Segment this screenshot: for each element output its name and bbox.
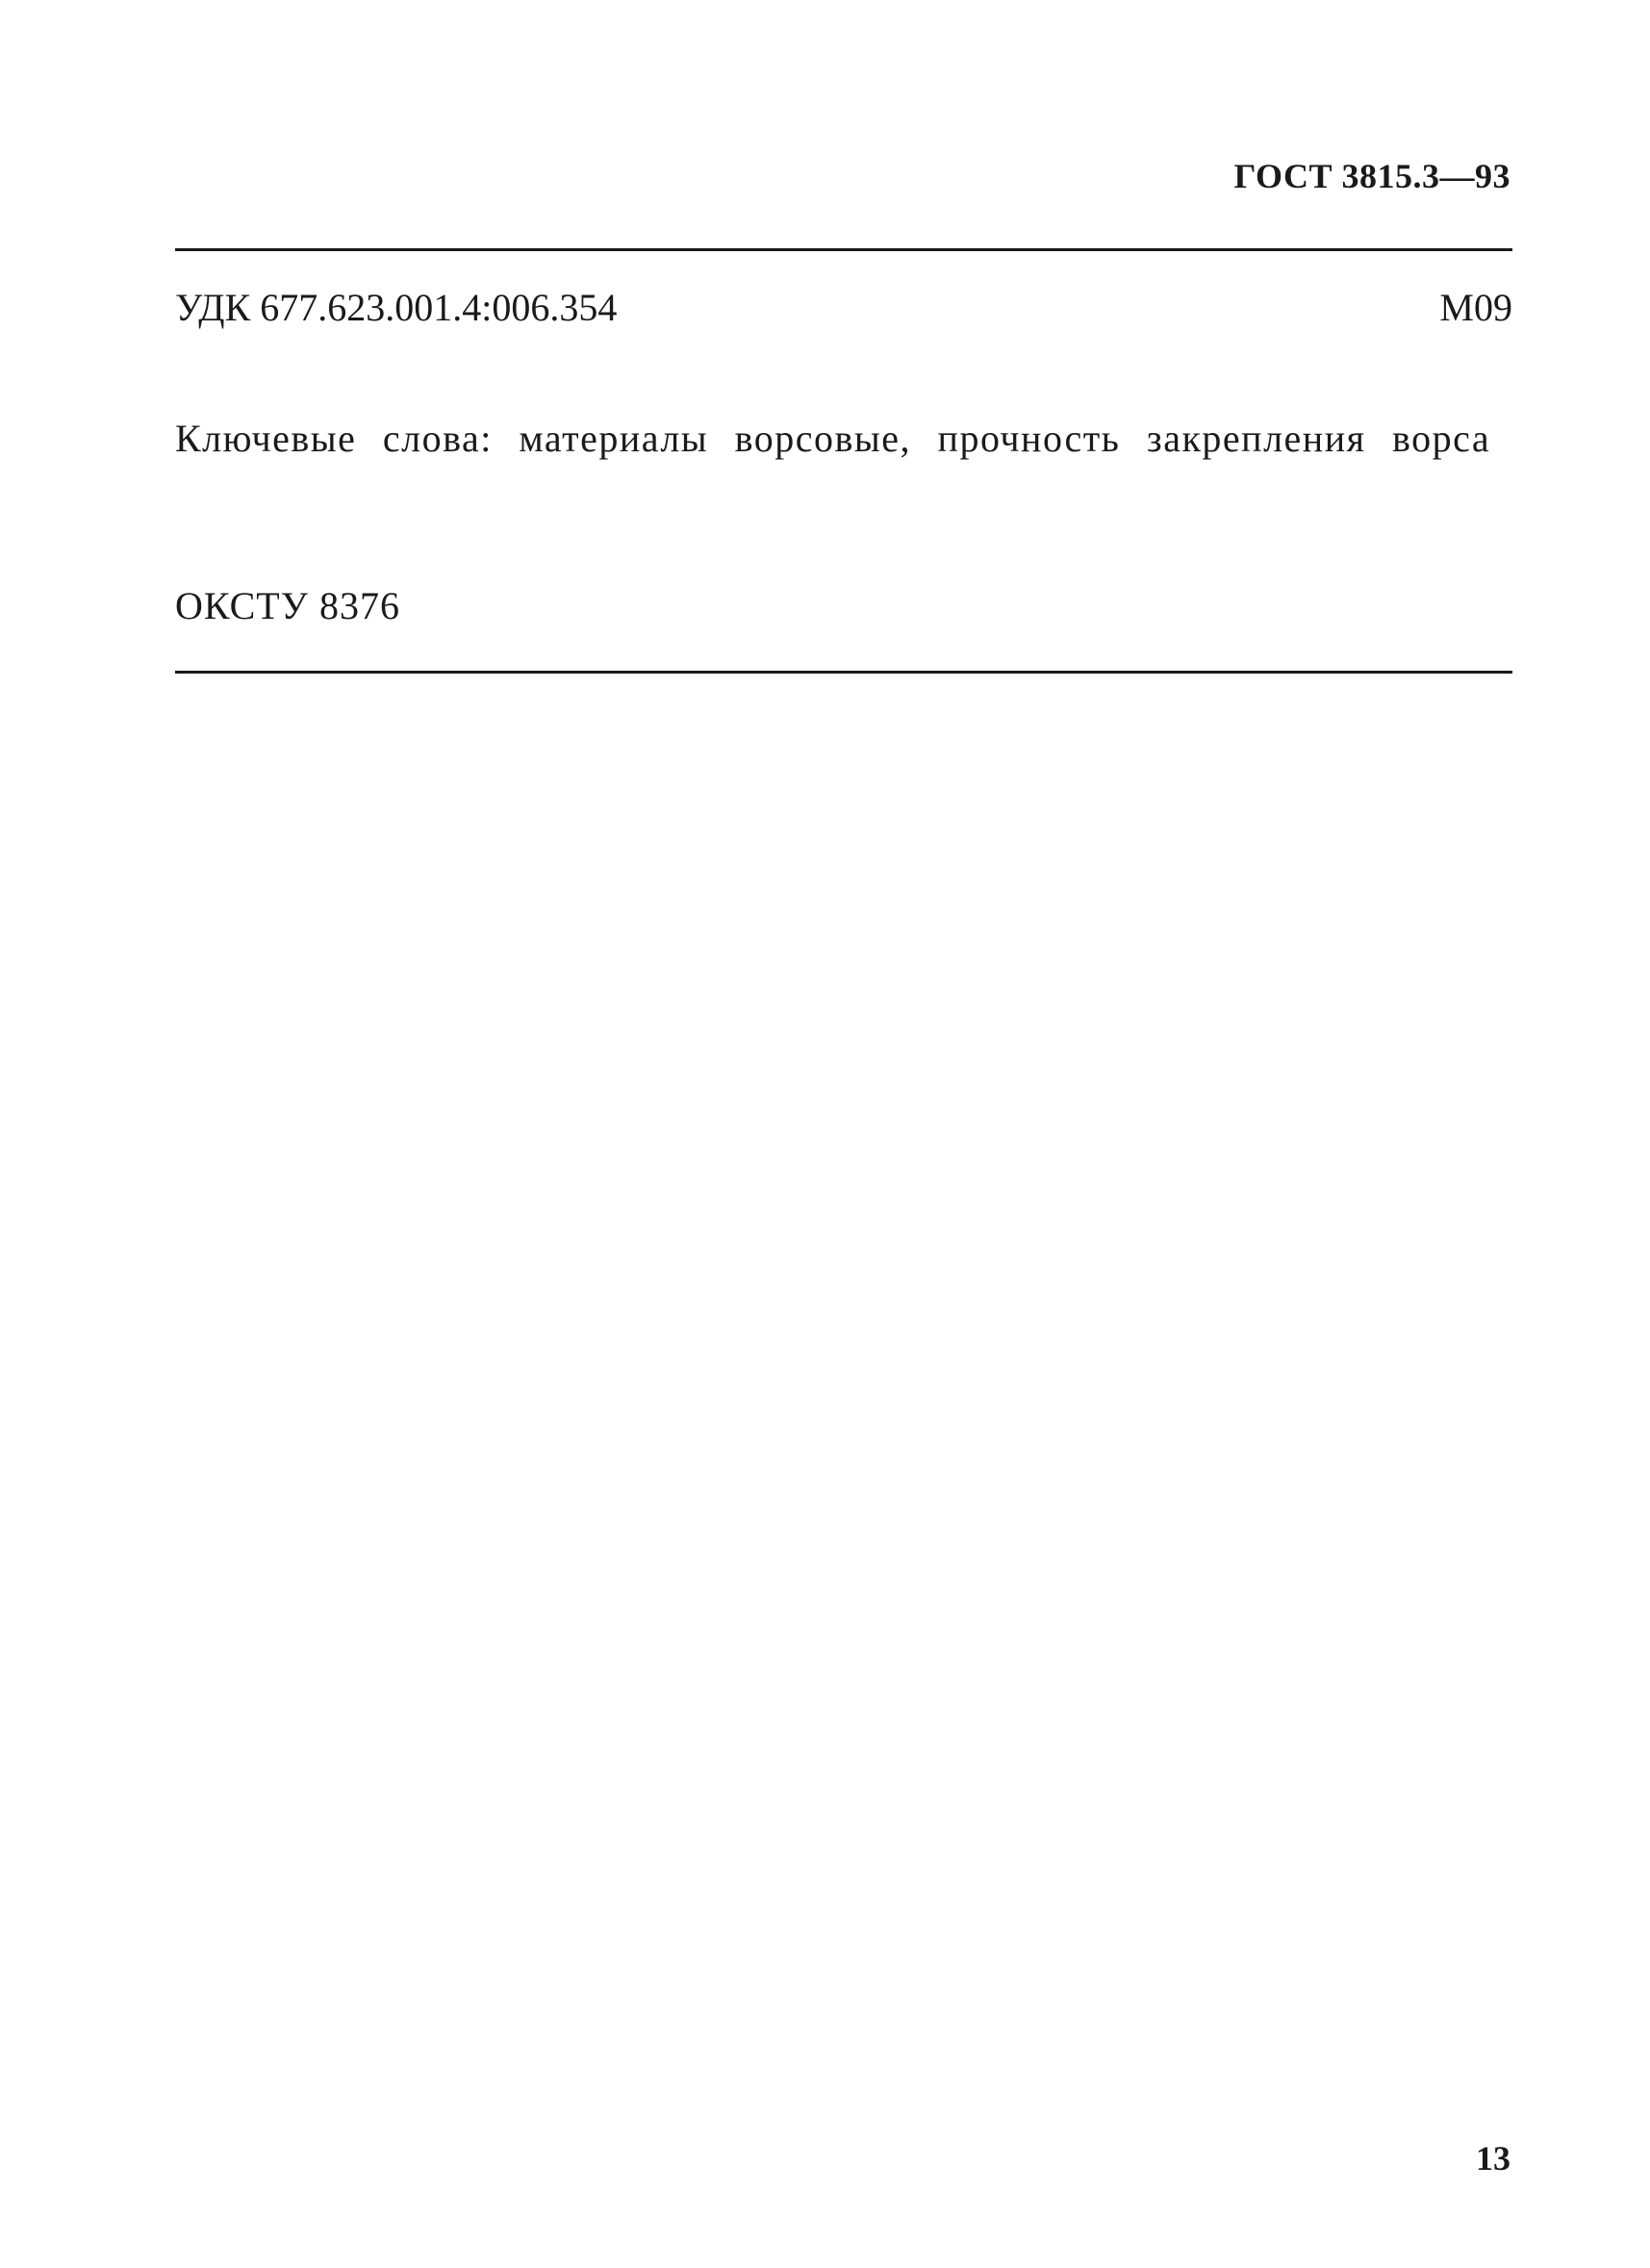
udc-line [175,285,1512,330]
top-divider [175,248,1512,251]
page-number: 13 [1476,2139,1510,2178]
standard-number-header: ГОСТ 3815.3—93 [1233,157,1510,195]
oksty-code: ОКСТУ 8376 [175,584,401,627]
classification-group: М09 [1439,286,1512,329]
keywords-paragraph: Ключевые слова: материалы ворсовые, прочность закрепления ворса [175,417,1491,460]
udc-code: УДК 677.623.001.4:006.354 [175,286,618,329]
bottom-divider [175,671,1512,674]
